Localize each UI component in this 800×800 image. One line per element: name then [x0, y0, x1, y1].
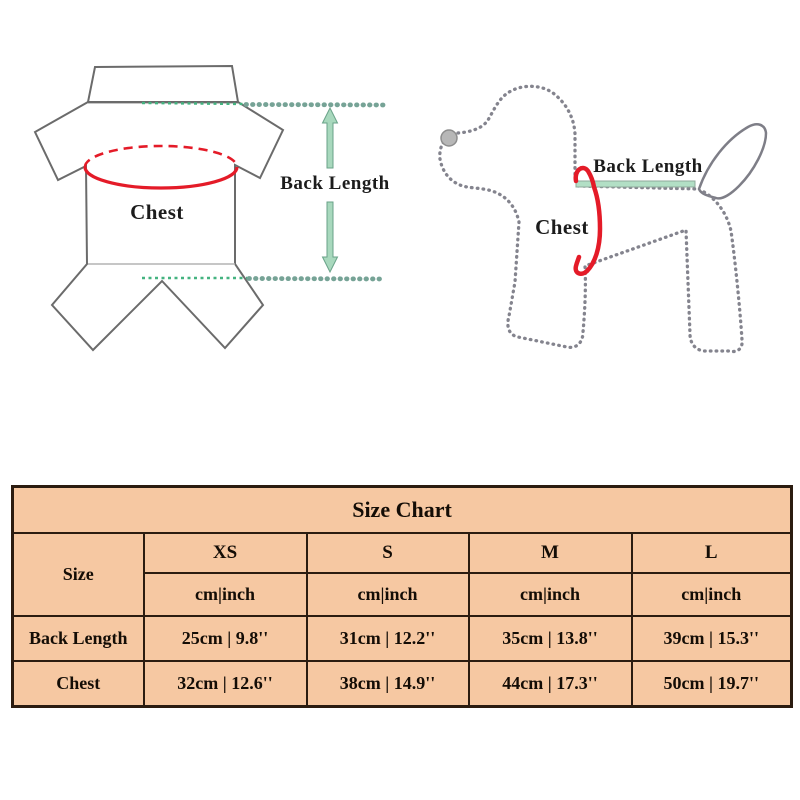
row-label-chest: Chest: [13, 661, 144, 707]
garment-collar: [88, 66, 238, 102]
dog-nose: [441, 130, 457, 146]
col-header-xs: XS: [144, 533, 307, 573]
back-length-xs: 25cm | 9.8'': [144, 616, 307, 661]
col-header-l: L: [632, 533, 792, 573]
chest-s: 38cm | 14.9'': [307, 661, 469, 707]
col-header-s: S: [307, 533, 469, 573]
back-length-s: 31cm | 12.2'': [307, 616, 469, 661]
unit-cell-s: cm|inch: [307, 573, 469, 616]
chest-xs: 32cm | 12.6'': [144, 661, 307, 707]
size-chart-table: [11, 485, 793, 708]
back-length-arrow-up: [323, 108, 338, 168]
col-header-m: M: [469, 533, 632, 573]
size-corner-cell: Size: [13, 533, 144, 616]
unit-cell-xs: cm|inch: [144, 573, 307, 616]
back-length-bottom-bead-line: [249, 279, 384, 280]
table-title-row: [13, 487, 792, 534]
garment-body-outline: [35, 102, 283, 350]
size-chart-title: Size Chart: [13, 487, 792, 534]
table-row-chest: [13, 661, 792, 707]
back-length-arrow-down: [323, 202, 338, 272]
back-length-m: 35cm | 13.8'': [469, 616, 632, 661]
garment-back-length-label: Back Length: [280, 173, 390, 194]
garment-diagram: [35, 66, 384, 350]
table-row-back-length: [13, 616, 792, 661]
chest-l: 50cm | 19.7'': [632, 661, 792, 707]
table-size-header-row: [13, 533, 792, 573]
dog-diagram: [440, 86, 766, 351]
dog-tail: [699, 124, 766, 198]
unit-cell-l: cm|inch: [632, 573, 792, 616]
dog-chest-label: Chest: [535, 215, 589, 239]
back-length-l: 39cm | 15.3'': [632, 616, 792, 661]
unit-cell-m: cm|inch: [469, 573, 632, 616]
row-label-back-length: Back Length: [13, 616, 144, 661]
back-length-top-bead-line: [246, 105, 383, 106]
dog-back-length-label: Back Length: [593, 156, 703, 177]
chest-m: 44cm | 17.3'': [469, 661, 632, 707]
garment-chest-label: Chest: [130, 200, 184, 224]
